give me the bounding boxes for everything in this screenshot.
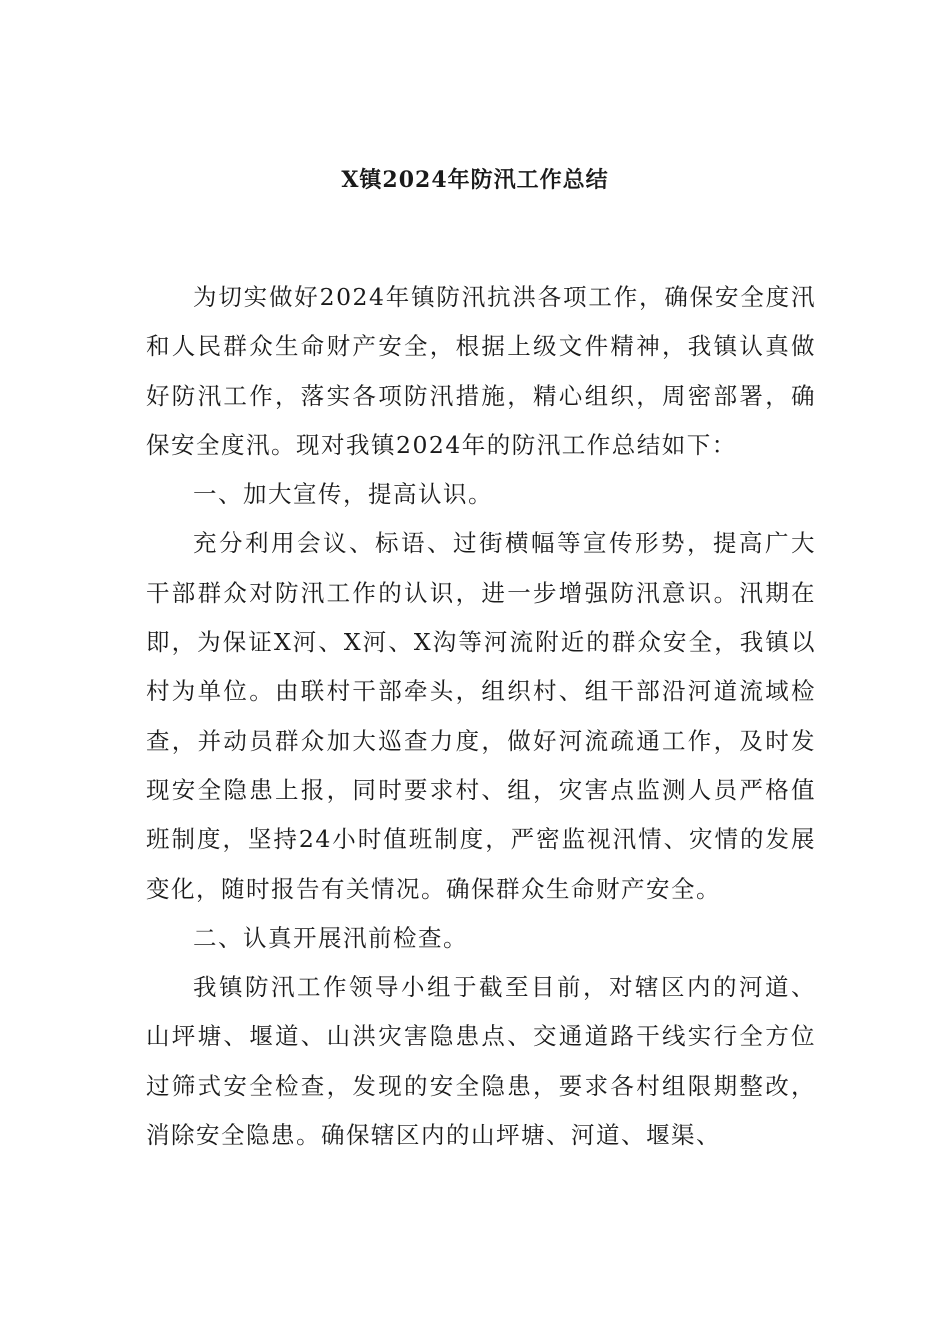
section-heading-1: 一、加大宣传，提高认识。 [193, 480, 493, 509]
paragraph-inspection: 我镇防汛工作领导小组于截至目前，对辖区内的河道、山坪塘、堰道、山洪灾害隐患点、交通道路干线实行全方位过筛式安全检查，发现的安全隐患，要求各村组限期整改，消除安全隐患。确保辖区内的山坪塘、河道、堰渠、 [146, 973, 816, 1150]
document-title: X镇2024年防汛工作总结 [341, 167, 609, 193]
paragraph-publicity: 充分利用会议、标语、过街横幅等宣传形势，提高广大干部群众对防汛工作的认识，进一步增强防汛意识。汛期在即，为保证X河、X河、X沟等河流附近的群众安全，我镇以村为单位。由联村干部牵头，组织村、组干部沿河道流域检查，并动员群众加大巡查力度，做好河流疏通工作，及时发现安全隐患上报，同时要求村、组，灾害点监测人员严格值班制度，坚持24小时值班制度，严密监视汛情、灾情的发展变化，随时报告有关情况。确保群众生命财产安全。 [146, 529, 816, 903]
document-body [146, 273, 816, 1160]
section-heading-2: 二、认真开展汛前检查。 [193, 923, 468, 952]
paragraph-intro: 为切实做好2024年镇防汛抗洪各项工作，确保安全度汛和人民群众生命财产安全，根据上级文件精神，我镇认真做好防汛工作，落实各项防汛措施，精心组织，周密部署，确保安全度汛。现对我镇2024年的防汛工作总结如下： [146, 283, 816, 459]
